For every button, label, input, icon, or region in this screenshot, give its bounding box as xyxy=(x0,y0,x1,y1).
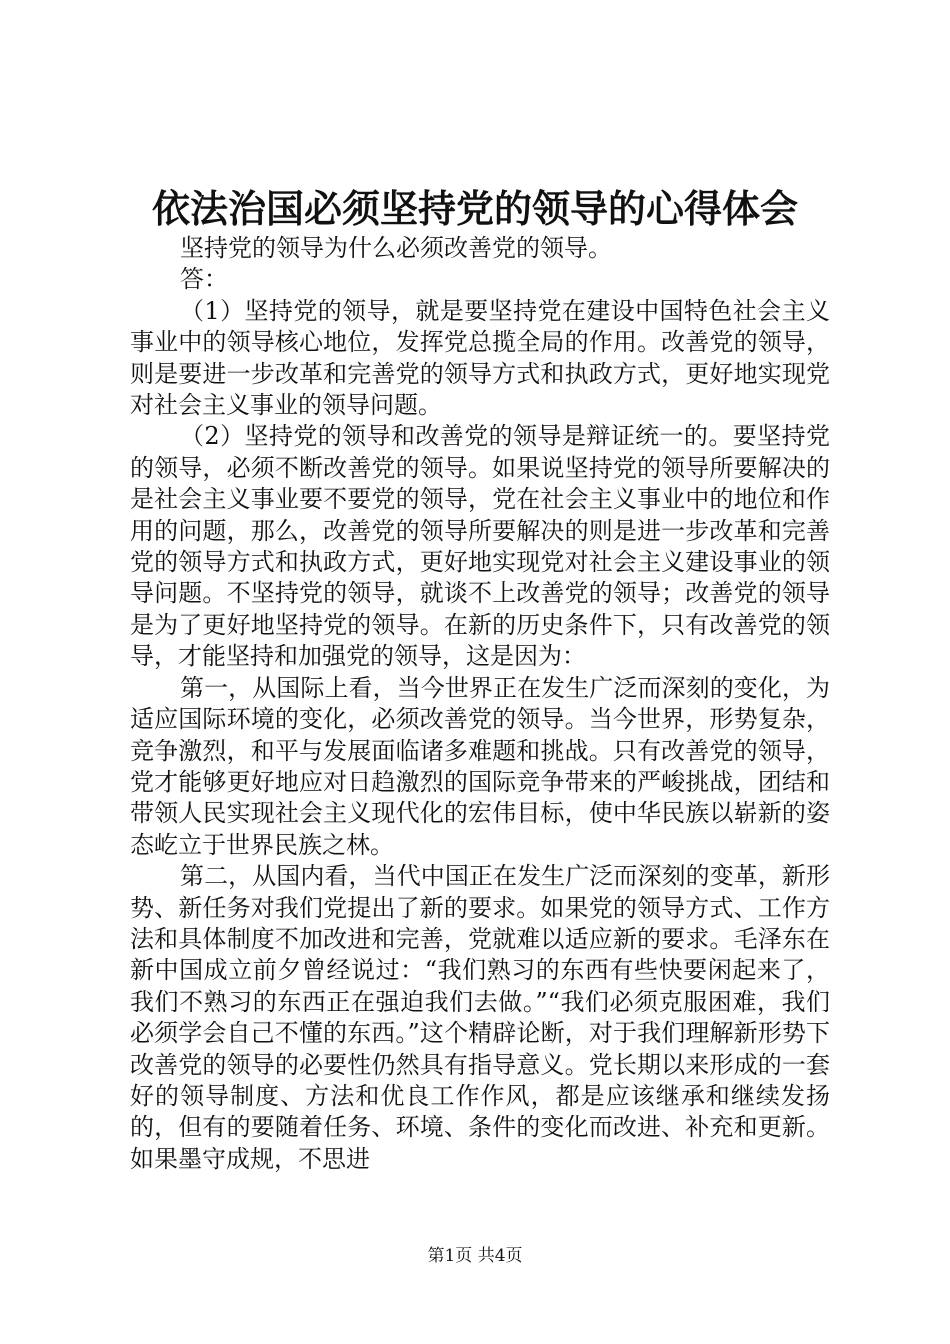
document-title: 依法治国必须坚持党的领导的心得体会 xyxy=(151,186,798,231)
document-body xyxy=(130,233,830,1175)
paragraph-question: 坚持党的领导为什么必须改善党的领导。 xyxy=(180,234,612,262)
paragraph-point-2: （2）坚持党的领导和改善党的领导是辩证统一的。要坚持党的领导，必须不断改善党的领导。如果说坚持党的领导所要解决的是社会主义事业要不要党的领导，党在社会主义事业中的地位和作用的问题，那么，改善党的领导所要解决的则是进一步改革和完善党的领导方式和执政方式，更好地实现党对社会主义建设事业的领导问题。不坚持党的领导，就谈不上改善党的领导；改善党的领导是为了更好地坚持党的领导。在新的历史条件下，只有改善党的领导，才能坚持和加强党的领导，这是因为： xyxy=(130,422,830,671)
paragraph-point-1: （1）坚持党的领导，就是要坚持党在建设中国特色社会主义事业中的领导核心地位，发挥党总揽全局的作用。改善党的领导，则是要进一步改革和完善党的领导方式和执政方式，更好地实现党对社会主义事业的领导问题。 xyxy=(130,296,830,420)
page-footer: 第1页 共4页 xyxy=(427,1246,523,1266)
paragraph-first-reason: 第一，从国际上看，当今世界正在发生广泛而深刻的变化，为适应国际环境的变化，必须改善党的领导。当今世界，形势复杂，竞争激烈，和平与发展面临诸多难题和挑战。只有改善党的领导，党才能够更好地应对日趋激烈的国际竞争带来的严峻挑战，团结和带领人民实现社会主义现代化的宏伟目标，使中华民族以崭新的姿态屹立于世界民族之林。 xyxy=(130,673,830,859)
paragraph-second-reason: 第二，从国内看，当代中国正在发生广泛而深刻的变革，新形势、新任务对我们党提出了新的要求。如果党的领导方式、工作方法和具体制度不加改进和完善，党就难以适应新的要求。毛泽东在新中国成立前夕曾经说过：“我们熟习的东西有些快要闲起来了，我们不熟习的东西正在强迫我们去做。”“我们必须克服困难，我们必须学会自己不懂的东西。”这个精辟论断，对于我们理解新形势下改善党的领导的必要性仍然具有指导意义。党长期以来形成的一套好的领导制度、方法和优良工作作风，都是应该继承和继续发扬的，但有的要随着任务、环境、条件的变化而改进、补充和更新。如果墨守成规，不思进 xyxy=(130,862,830,1173)
paragraph-answer-label: 答： xyxy=(180,265,228,294)
